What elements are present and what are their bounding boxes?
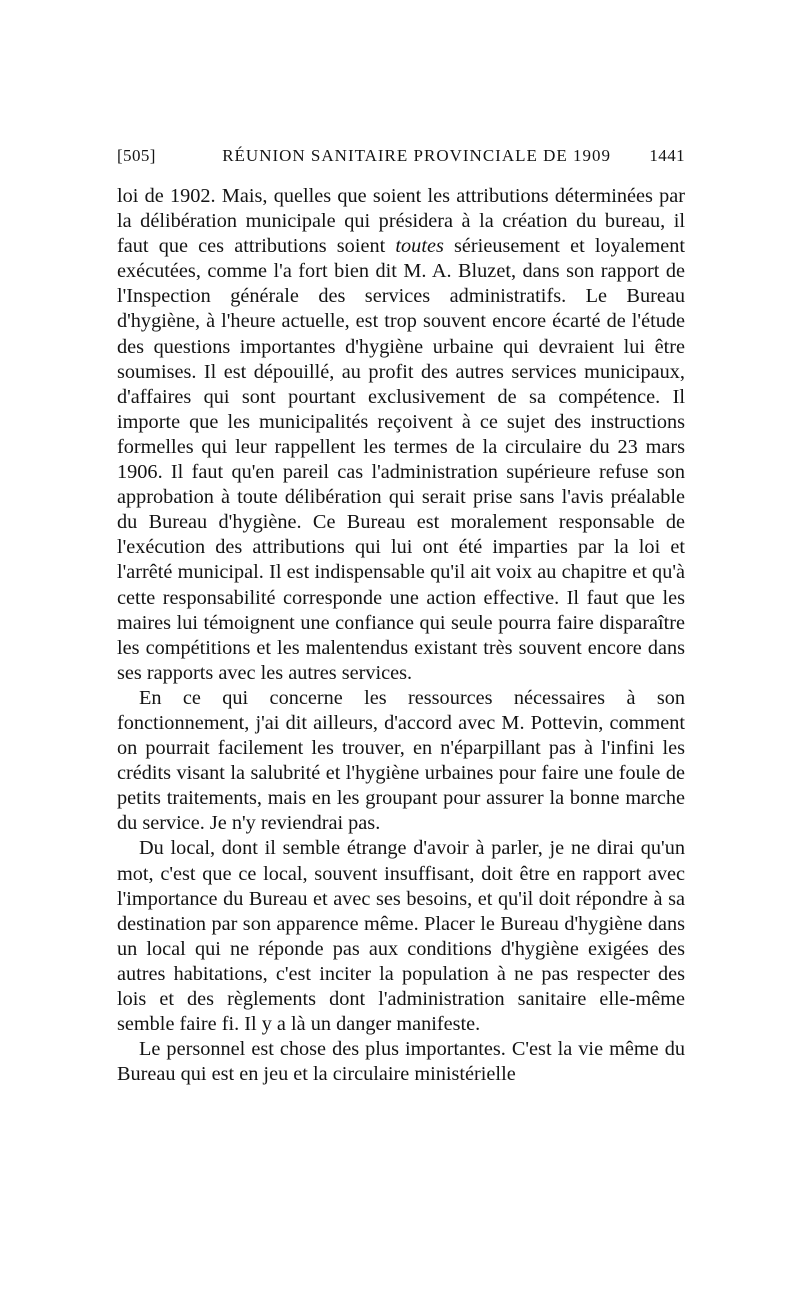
page-number: 1441: [649, 146, 685, 165]
paragraph-1-part-a: loi de 1902. Mais, quelles que soient les attributions déterminées par la délibération municipale qui présidera à la création du bureau, il faut que ces attributions soient: [117, 185, 685, 258]
paragraph-1-part-b: sérieusement et loyalement exécutées, comme l'a fort bien dit M. A. Bluzet, dans son rapport de l'Inspection générale des services administratifs. Le Bureau d'hygiène, à l'heure actuelle, est trop souvent encore écarté de l'étude des questions importantes d'hygiène urbaine qui devraient lui être soumises. Il est dépouillé, au profit des autres services municipaux, d'affaires qui sont pourtant exclusivement de sa compétence. Il importe que les municipalités reçoivent à ce sujet des instructions formelles qui leur rappellent les termes de la circulaire du 23 mars 1906. Il faut qu'en pareil cas l'administration supérieure refuse son approbation à toute délibération qui serait prise sans l'avis préalable du Bureau d'hygiène. Ce Bureau est moralement responsable de l'exécution des attributions qui lui ont été imparties par la loi et l'arrêté municipal. Il est indispensable qu'il ait voix au chapitre et qu'à cette responsabilité corresponde une action effective. Il faut que les maires lui témoignent une confiance qui seule pourra faire disparaître les compétitions et les malentendus existant très souvent encore dans ses rapports avec les autres services.: [117, 235, 685, 684]
book-page: [117, 146, 685, 1087]
paragraph-4: Le personnel est chose des plus importantes. C'est la vie même du Bureau qui est en jeu et la circulaire ministérielle: [117, 1038, 685, 1086]
emphasis-toutes: toutes: [395, 235, 444, 258]
paragraph-1: [117, 184, 685, 686]
body-text: [117, 184, 685, 1087]
running-head: [117, 146, 685, 176]
running-title: RÉUNION SANITAIRE PROVINCIALE DE 1909: [222, 146, 612, 165]
paragraph-3: Du local, dont il semble étrange d'avoir à parler, je ne dirai qu'un mot, c'est que ce local, souvent insuffisant, doit être en rapport avec l'importance du Bureau et avec ses besoins, et qu'il doit répondre à sa destination par son apparence même. Placer le Bureau d'hygiène dans un local qui ne réponde pas aux conditions d'hygiène exigées des autres habitations, c'est inciter la population à ne pas respecter des lois et des règlements dont l'administration sanitaire elle-même semble faire fi. Il y a là un danger manifeste.: [117, 837, 685, 1036]
paragraph-2: En ce qui concerne les ressources nécessaires à son fonctionnement, j'ai dit ailleurs, d'accord avec M. Pottevin, comment on pourrait facilement les trouver, en n'éparpillant pas à l'infini les crédits visant la salubrité et l'hygiène urbaines pour faire une foule de petits traitements, mais en les groupant pour assurer la bonne marche du service. Je n'y reviendrai pas.: [117, 686, 685, 835]
page-reference: [505]: [117, 146, 156, 165]
